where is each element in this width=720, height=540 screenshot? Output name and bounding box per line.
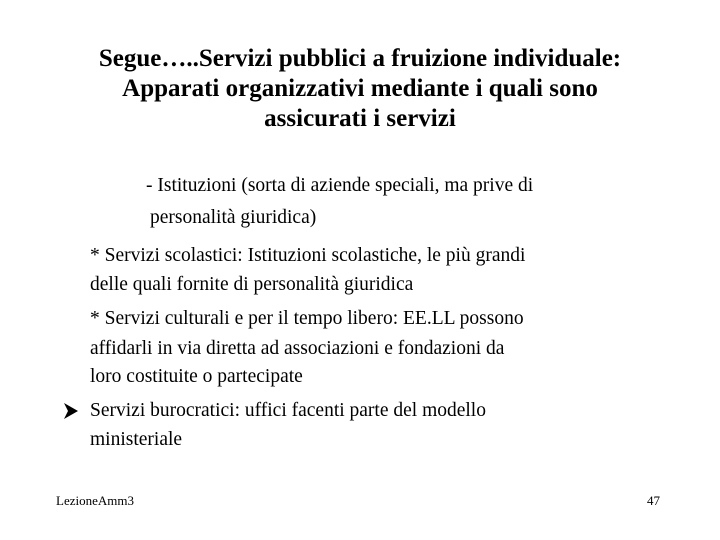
arrow-bullet-icon bbox=[62, 397, 80, 427]
culturali-line-2: affidarli in via diretta ad associazioni e fondazioni da bbox=[90, 338, 505, 359]
istituzioni-line-2: personalità giuridica) bbox=[150, 207, 317, 228]
scolastici-line-1: * Servizi scolastici: Istituzioni scolastiche, le più grandi bbox=[90, 245, 526, 266]
istituzioni-line-1: - Istituzioni (sorta di aziende speciali, ma prive di bbox=[146, 175, 534, 196]
slide-title bbox=[40, 44, 680, 134]
culturali-line-1: * Servizi culturali e per il tempo libero: EE.LL possono bbox=[90, 308, 524, 329]
footer-lesson-label: LezioneAmm3 bbox=[56, 493, 134, 508]
title-line-2: Apparati organizzativi mediante i quali sono bbox=[122, 75, 598, 102]
culturali-line-3: loro costituite o partecipate bbox=[90, 366, 303, 387]
burocratici-line-1: Servizi burocratici: uffici facenti parte del modello bbox=[90, 400, 486, 421]
scolastici-line-2: delle quali fornite di personalità giuridica bbox=[90, 274, 414, 295]
title-line-1: Segue…..Servizi pubblici a fruizione individuale: bbox=[98, 45, 622, 72]
burocratici-line-2: ministeriale bbox=[90, 429, 183, 450]
footer-page-number: 47 bbox=[647, 493, 660, 508]
title-line-3: assicurati i servizi bbox=[264, 105, 456, 132]
